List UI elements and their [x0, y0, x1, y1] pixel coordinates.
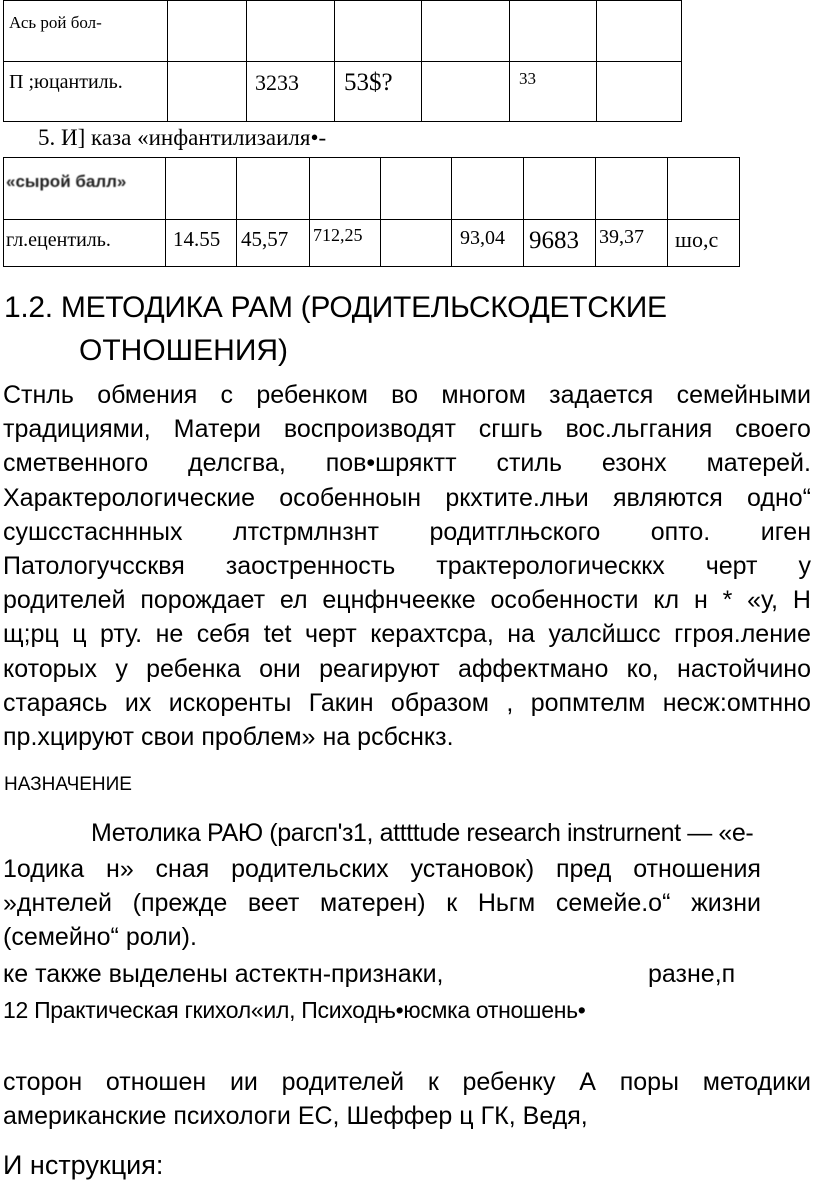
word: пр.хцируют — [3, 722, 134, 751]
row-label: гл.ецентиль. — [6, 229, 111, 251]
word: черт — [705, 551, 758, 580]
word: жизни — [691, 889, 761, 917]
word: Патологучссквя — [3, 551, 185, 580]
table-cell — [668, 220, 740, 267]
word: езонх — [601, 449, 667, 478]
word: своего — [735, 415, 811, 444]
table-cell — [422, 1, 510, 62]
table-cell — [310, 158, 381, 220]
word: (семейно“ — [3, 923, 119, 951]
table-row — [4, 1, 682, 62]
word: родителей — [281, 1068, 405, 1096]
table-cell — [237, 158, 310, 220]
word: кл — [653, 586, 680, 615]
word: к — [427, 1068, 439, 1096]
word: матерен) — [320, 889, 426, 917]
row-label-cell — [4, 62, 168, 122]
table-cell — [237, 220, 310, 267]
word: родитглњского — [429, 517, 601, 546]
word: сушсстасннных — [3, 517, 183, 546]
word: многом — [441, 381, 526, 409]
word: образом — [390, 688, 489, 717]
body-paragraph-2 — [3, 852, 761, 954]
section-heading-line-2: ОТНОШЕНИЯ) — [79, 334, 289, 367]
text-line — [3, 583, 811, 617]
word: щ;рц — [3, 620, 59, 649]
word: ребенком — [256, 381, 368, 409]
word: вос.льггания — [565, 415, 713, 444]
word: одно“ — [747, 483, 811, 512]
word: * — [722, 586, 733, 615]
word: семейными — [676, 381, 811, 409]
text-line — [3, 446, 811, 480]
table-cell — [597, 62, 682, 122]
word: искоренты — [168, 688, 292, 717]
word: Матери — [173, 415, 261, 444]
word: на — [507, 620, 535, 649]
text-line — [3, 412, 811, 446]
word: tet — [263, 620, 292, 649]
word: порождает — [140, 586, 266, 615]
table-row — [4, 158, 740, 220]
word: «у, — [747, 586, 779, 615]
row-label: «сырой балл» — [6, 172, 127, 191]
table-cell — [381, 220, 452, 267]
text-line — [3, 549, 811, 583]
word: с — [220, 381, 234, 409]
word: иген — [760, 517, 811, 546]
word: воспроизводят — [283, 415, 456, 444]
table-cell — [668, 158, 740, 220]
distinct-line-right: разне,п — [648, 960, 736, 988]
text-line — [3, 686, 811, 720]
table-cell — [510, 62, 597, 122]
score-table-2 — [3, 157, 740, 267]
word: 1одика — [3, 855, 85, 883]
word: (прежде — [132, 889, 228, 917]
word: уалсйшсс — [548, 620, 661, 649]
score-table-1 — [3, 0, 682, 122]
section-5-title: 5. И] каза «инфантилизаиля•- — [38, 125, 327, 150]
word: Стнль — [3, 381, 74, 409]
word: делсгва, — [188, 449, 286, 478]
word: американские — [3, 1102, 167, 1130]
word: керахтсра, — [370, 620, 494, 649]
word: пред — [555, 855, 612, 883]
text-line — [3, 481, 811, 515]
table-cell — [596, 220, 668, 267]
table-cell — [524, 220, 596, 267]
word: н — [693, 586, 708, 615]
word: установок) — [410, 855, 535, 883]
word: сная — [155, 855, 210, 883]
word: отношения — [633, 855, 761, 883]
cell-value: шо,с — [675, 227, 719, 252]
cell-value: 39,37 — [599, 226, 644, 248]
word: особенности — [490, 586, 639, 615]
word: особенноын — [279, 483, 422, 512]
word: лтстрмлнзнт — [233, 517, 379, 546]
text-line — [3, 1099, 811, 1133]
word: родителей — [3, 586, 126, 615]
word: аффектмано — [457, 654, 609, 683]
table-cell — [168, 1, 247, 62]
word: ц — [459, 1102, 474, 1130]
word: ц — [72, 620, 87, 649]
cell-value: 712,25 — [313, 225, 363, 245]
word: рту. — [100, 620, 143, 649]
word: ко, — [626, 654, 659, 683]
section-label: НАЗНАЧЕНИЕ — [4, 774, 132, 795]
word: во — [391, 381, 419, 409]
word: ребенка — [146, 654, 241, 683]
word: у — [115, 654, 128, 683]
table-cell — [596, 158, 668, 220]
word: на — [322, 722, 351, 751]
cell-value: 33 — [519, 69, 536, 88]
table-cell — [335, 1, 422, 62]
word: стиль — [496, 449, 562, 478]
word: сторон — [3, 1068, 83, 1096]
word: »днтелей — [3, 889, 112, 917]
word: Ньгм — [477, 889, 536, 917]
text-line — [3, 378, 811, 412]
table-cell — [335, 62, 422, 122]
word: черт — [304, 620, 357, 649]
word: трактерологическкх — [436, 551, 665, 580]
word: ел — [279, 586, 308, 615]
table-cell — [452, 220, 524, 267]
reference-line: 12 Практическая гкихол«ил, Психодњ•юсмка отношень• — [3, 997, 586, 1023]
word: задается — [549, 381, 654, 409]
word: у — [798, 551, 811, 580]
word: не — [155, 620, 184, 649]
word: психологи — [173, 1102, 291, 1130]
word: рсбснкз. — [357, 722, 454, 751]
word: веет — [247, 889, 300, 917]
table-cell — [168, 62, 247, 122]
row-label-cell — [4, 158, 166, 220]
text-line — [3, 515, 811, 549]
body-paragraph-2-line-1: Метолика РАЮ (рагсп'з1, attttude research instrurnent — «е- — [91, 819, 754, 847]
text-line — [3, 852, 761, 886]
cell-value: 14.55 — [173, 227, 221, 251]
word: являются — [612, 483, 723, 512]
word: отношен — [105, 1068, 207, 1096]
instruction-label: И нструкция: — [3, 1150, 164, 1180]
word: Ведя, — [522, 1102, 588, 1130]
word: семейе.о“ — [555, 889, 671, 917]
word: опто. — [650, 517, 711, 546]
cell-value: 93,04 — [460, 227, 505, 249]
row-label: Ась рой бол- — [9, 13, 102, 32]
text-line — [3, 1065, 811, 1099]
word: поры — [619, 1068, 680, 1096]
word: заостренность — [225, 551, 396, 580]
text-line — [3, 920, 761, 954]
cell-value: 45,57 — [241, 227, 289, 251]
text-line — [3, 720, 811, 754]
table-row — [4, 220, 740, 267]
word: ии — [229, 1068, 258, 1096]
body-paragraph-3 — [3, 1065, 811, 1133]
body-paragraph-1 — [3, 378, 811, 754]
word: родительских — [231, 855, 389, 883]
word: обмения — [97, 381, 198, 409]
word: настойчино — [677, 654, 811, 683]
table-cell — [524, 158, 596, 220]
table-cell — [597, 1, 682, 62]
table-cell — [247, 62, 335, 122]
word: Гакин — [308, 688, 374, 717]
word: матерей. — [706, 449, 811, 478]
table-row — [4, 62, 682, 122]
word: , — [506, 688, 514, 717]
word: свои — [140, 722, 195, 751]
word: сгшгь — [478, 415, 543, 444]
word: ребенку — [462, 1068, 556, 1096]
table-cell — [422, 62, 510, 122]
distinct-line-left: ке также выделены астектн-признаки, — [3, 960, 444, 988]
table-cell — [247, 1, 335, 62]
table-cell — [310, 220, 381, 267]
word: сметвенного — [3, 449, 149, 478]
text-line — [3, 652, 811, 686]
word: ггроя.ление — [674, 620, 811, 649]
text-line — [3, 617, 811, 651]
row-label-cell — [4, 1, 168, 62]
word: Характерологические — [3, 483, 256, 512]
word: проблем» — [201, 722, 316, 751]
word: несж:омтнно — [662, 688, 811, 717]
word: ецнфнчеекке — [322, 586, 476, 615]
word: стараясь — [3, 688, 108, 717]
word: роли). — [125, 923, 197, 951]
table-cell — [452, 158, 524, 220]
word: традициями, — [3, 415, 151, 444]
word: ркхтите.лњи — [445, 483, 589, 512]
word: А — [579, 1068, 596, 1096]
word: методики — [702, 1068, 811, 1096]
cell-value: 3233 — [255, 70, 299, 95]
word: их — [124, 688, 152, 717]
word: Шеффер — [346, 1102, 453, 1130]
row-label-cell — [4, 220, 166, 267]
section-heading-line-1: 1.2. МЕТОДИКА РАМ (РОДИТЕЛЬСКОДЕТСКИЕ — [4, 291, 667, 324]
word: н» — [106, 855, 134, 883]
word: ГК, — [480, 1102, 516, 1130]
table-cell — [166, 158, 237, 220]
word: Н — [792, 586, 811, 615]
word: реагируют — [319, 654, 440, 683]
text-line — [3, 886, 761, 920]
word: ропмтелм — [530, 688, 646, 717]
table-cell — [381, 158, 452, 220]
word: они — [259, 654, 301, 683]
word: ЕС, — [297, 1102, 340, 1130]
word: которых — [3, 654, 98, 683]
cell-value: 9683 — [529, 227, 579, 254]
word: себя — [196, 620, 251, 649]
word: к — [446, 889, 458, 917]
row-label: П ;юцантиль. — [9, 71, 123, 93]
table-cell — [166, 220, 237, 267]
table-cell — [510, 1, 597, 62]
cell-value: 53$? — [344, 69, 393, 96]
word: пов•шряктт — [325, 449, 457, 478]
